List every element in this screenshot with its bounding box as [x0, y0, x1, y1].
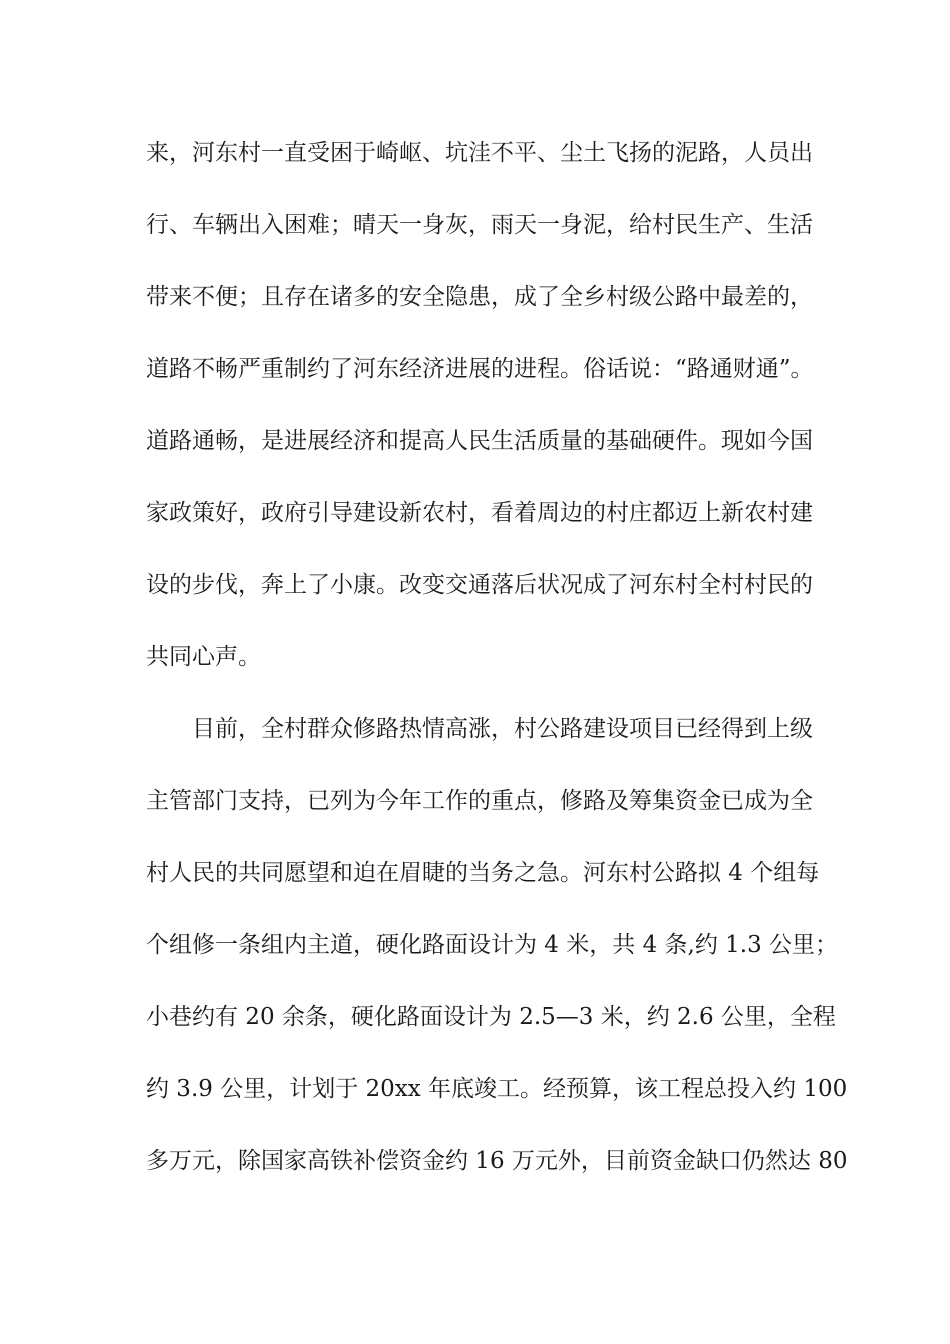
text-line: 带来不便；且存在诸多的安全隐患，成了全乡村级公路中最差的， — [146, 284, 813, 310]
text-line: 设的步伐，奔上了小康。改变交通落后状况成了河东村全村村民的 — [146, 572, 813, 598]
text-line: 多万元，除国家高铁补偿资金约 16 万元外，目前资金缺口仍然达 80 — [146, 1148, 848, 1174]
text-line: 行、车辆出入困难；晴天一身灰，雨天一身泥，给村民生产、生活 — [146, 212, 813, 238]
paragraph-first-line: 目前，全村群众修路热情高涨，村公路建设项目已经得到上级 — [192, 716, 813, 742]
text-line: 共同心声。 — [146, 644, 261, 670]
text-line: 个组修一条组内主道，硬化路面设计为 4 米，共 4 条,约 1.3 公里； — [146, 932, 839, 958]
text-line: 小巷约有 20 余条，硬化路面设计为 2.5—3 米，约 2.6 公里，全程 — [146, 1004, 836, 1030]
text-line: 道路不畅严重制约了河东经济进展的进程。俗话说：“路通财通”。 — [146, 356, 814, 382]
text-line: 主管部门支持，已列为今年工作的重点，修路及筹集资金已成为全 — [146, 788, 813, 814]
text-line: 家政策好，政府引导建设新农村，看着周边的村庄都迈上新农村建 — [146, 500, 813, 526]
text-line: 道路通畅，是进展经济和提高人民生活质量的基础硬件。现如今国 — [146, 428, 813, 454]
text-line: 约 3.9 公里，计划于 20xx 年底竣工。经预算，该工程总投入约 100 — [146, 1076, 848, 1102]
text-line: 村人民的共同愿望和迫在眉睫的当务之急。河东村公路拟 4 个组每 — [146, 860, 820, 886]
text-line: 来，河东村一直受困于崎岖、坑洼不平、尘土飞扬的泥路，人员出 — [146, 140, 813, 166]
